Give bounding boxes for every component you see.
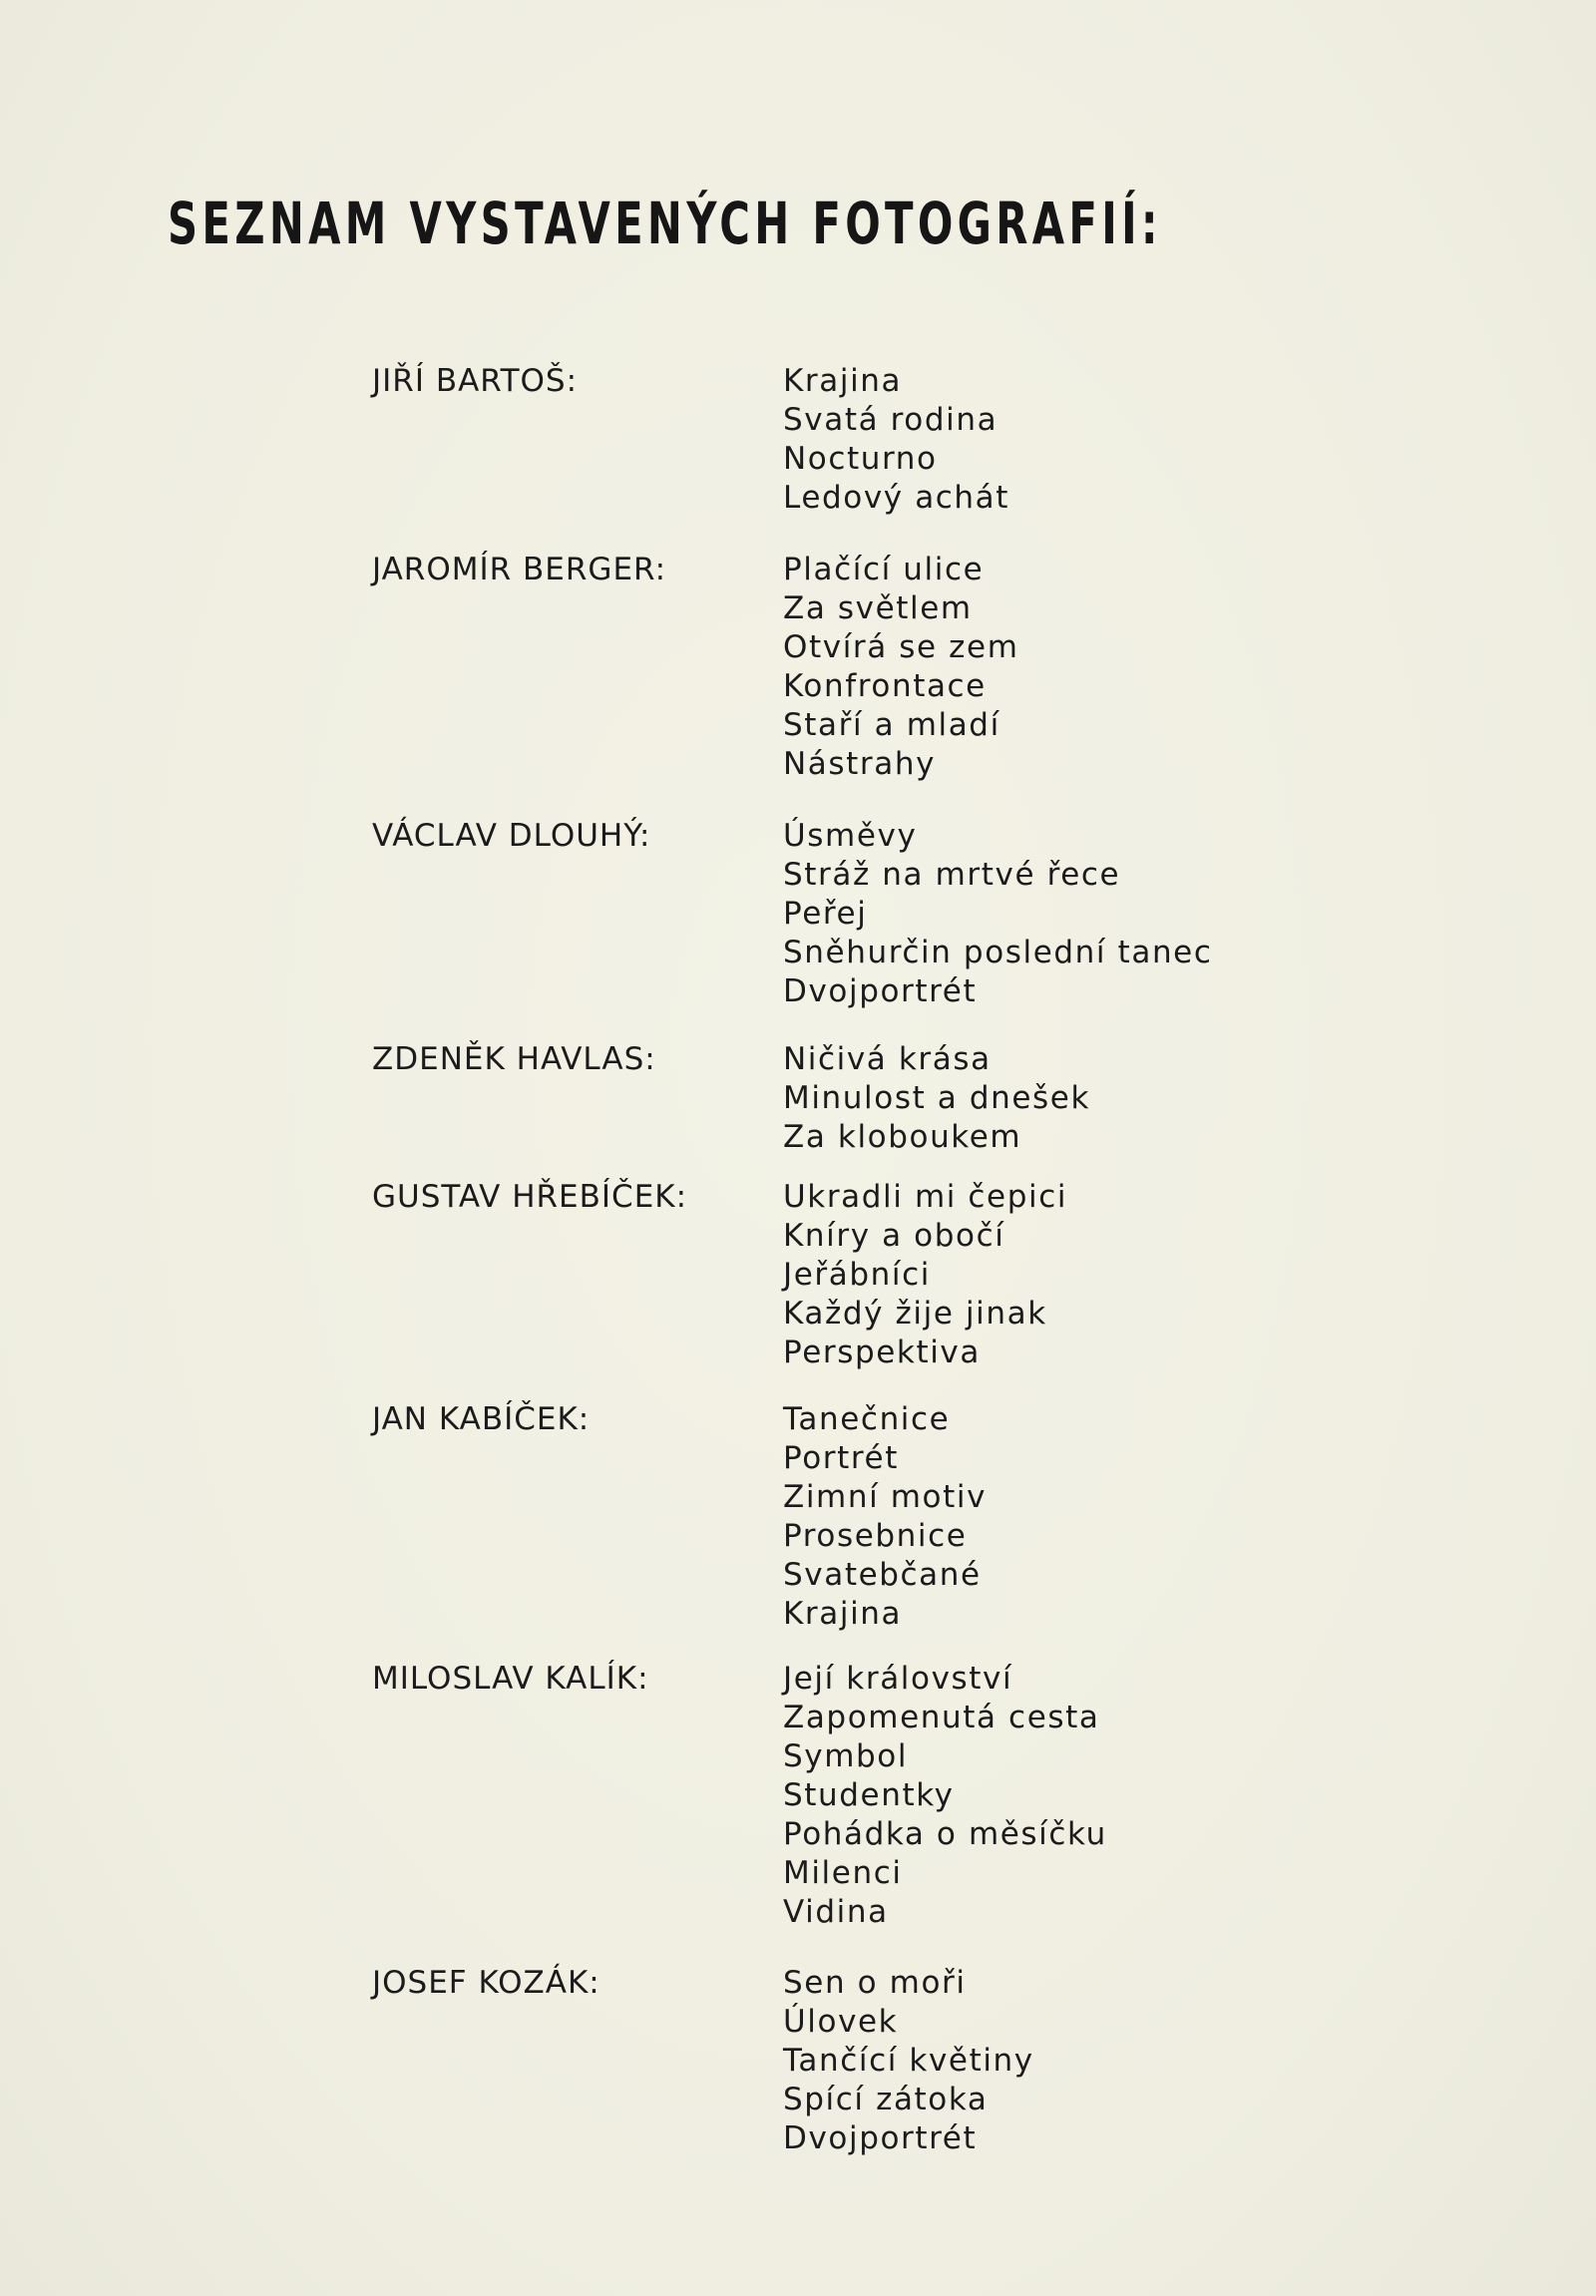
work-list bbox=[783, 551, 1019, 784]
author-name: JAN KABÍČEK: bbox=[372, 1401, 591, 1437]
work-title: Nocturno bbox=[783, 441, 938, 477]
work-title: Pohádka o měsíčku bbox=[783, 1816, 1107, 1852]
work-title: Za světlem bbox=[783, 590, 973, 626]
work-title: Portrét bbox=[783, 1440, 899, 1476]
work-title: Otvírá se zem bbox=[783, 629, 1019, 665]
work-title: Plačící ulice bbox=[783, 552, 985, 587]
work-title: Svatá rodina bbox=[783, 402, 998, 438]
work-title: Svatebčané bbox=[783, 1557, 982, 1593]
work-list bbox=[783, 1040, 1090, 1157]
work-title: Peřej bbox=[783, 896, 868, 932]
author-name: ZDENĚK HAVLAS: bbox=[372, 1041, 656, 1077]
work-title: Úsměvy bbox=[783, 818, 918, 854]
author-name: MILOSLAV KALÍK: bbox=[372, 1661, 649, 1697]
work-title: Každý žije jinak bbox=[783, 1296, 1047, 1332]
work-title: Konfrontace bbox=[783, 668, 987, 704]
work-title: Symbol bbox=[783, 1738, 909, 1774]
work-title: Krajina bbox=[783, 363, 903, 399]
work-title: Dvojportrét bbox=[783, 2120, 978, 2156]
work-title: Nástrahy bbox=[783, 746, 937, 782]
work-list bbox=[783, 817, 1213, 1011]
work-title: Ničivá krása bbox=[783, 1041, 992, 1077]
author-name: VÁCLAV DLOUHÝ: bbox=[372, 818, 651, 854]
author-name: GUSTAV HŘEBÍČEK: bbox=[372, 1179, 688, 1215]
work-title: Perspektiva bbox=[783, 1335, 981, 1370]
work-title: Krajina bbox=[783, 1596, 903, 1632]
work-title: Staří a mladí bbox=[783, 707, 1000, 743]
work-title: Zimní motiv bbox=[783, 1479, 988, 1515]
work-title: Tančící květiny bbox=[783, 2043, 1034, 2079]
author-name: JIŘÍ BARTOŠ: bbox=[372, 363, 579, 399]
work-title: Jeřábníci bbox=[783, 1257, 931, 1293]
work-title: Spící zátoka bbox=[783, 2082, 989, 2117]
work-title: Zapomenutá cesta bbox=[783, 1700, 1100, 1735]
work-title: Prosebnice bbox=[783, 1518, 968, 1554]
work-title: Za kloboukem bbox=[783, 1119, 1022, 1155]
work-title: Dvojportrét bbox=[783, 973, 978, 1009]
work-list bbox=[783, 1964, 1034, 2158]
work-title: Vidina bbox=[783, 1894, 889, 1930]
work-title: Tanečnice bbox=[783, 1401, 951, 1437]
work-title: Milenci bbox=[783, 1855, 903, 1891]
work-list bbox=[783, 1660, 1107, 1932]
page-title: SEZNAM VYSTAVENÝCH FOTOGRAFIÍ: bbox=[168, 190, 1162, 257]
work-title: Ukradli mi čepici bbox=[783, 1179, 1068, 1215]
work-title: Studentky bbox=[783, 1777, 955, 1813]
work-title: Úlovek bbox=[783, 2004, 899, 2040]
work-title: Sněhurčin poslední tanec bbox=[783, 935, 1213, 970]
work-list bbox=[783, 362, 1009, 518]
author-name: JOSEF KOZÁK: bbox=[372, 1965, 600, 2001]
author-name: JAROMÍR BERGER: bbox=[372, 552, 667, 587]
work-list bbox=[783, 1178, 1067, 1372]
work-title: Ledový achát bbox=[783, 480, 1010, 516]
work-title: Sen o moři bbox=[783, 1965, 967, 2001]
work-title: Kníry a obočí bbox=[783, 1218, 1005, 1254]
work-list bbox=[783, 1400, 987, 1634]
work-title: Její království bbox=[783, 1661, 1013, 1697]
work-title: Stráž na mrtvé řece bbox=[783, 857, 1121, 893]
work-title: Minulost a dnešek bbox=[783, 1080, 1091, 1116]
